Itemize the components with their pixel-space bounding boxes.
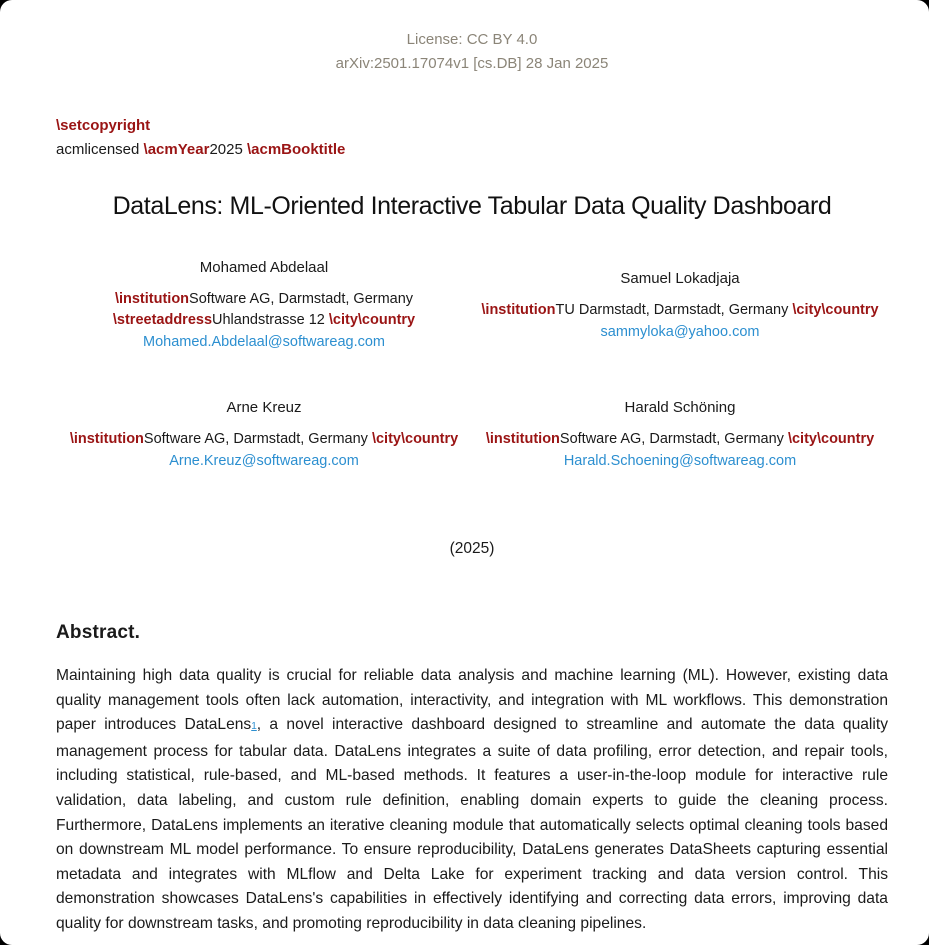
arxiv-meta-block [56, 28, 888, 76]
author-affiliation-line [56, 429, 472, 450]
author-affiliation-line [56, 289, 472, 310]
paper-title: DataLens: ML-Oriented Interactive Tabular Data Quality Dashboard [112, 192, 832, 220]
abstract-paragraph [56, 664, 888, 937]
institution-command: \institution [114, 291, 190, 307]
setcopyright-command: \setcopyright [56, 117, 151, 134]
acmyear-value: 2025 [209, 141, 247, 158]
author-email-link[interactable]: sammyloka@yahoo.com [600, 323, 760, 340]
institution-text: Software AG, Darmstadt, Germany [559, 431, 788, 447]
author-address-line [56, 310, 472, 331]
author-name: Mohamed Abdelaal [199, 259, 329, 276]
author-name: Harald Schöning [624, 399, 736, 416]
author-block-mohamed-abdelaal [56, 259, 472, 353]
institution-text: Software AG, Darmstadt, Germany [143, 431, 372, 447]
footnote-1-link[interactable]: 1 [251, 721, 257, 733]
abstract-text-after: , a novel interactive dashboard designed to streamline and automate the data quality management process for tabular data. DataLens integrates a suite of data profiling, error detection, and repair tools, including statistical, rule-based, and ML-based methods. It features a user-in-the-loop module for interactive rule validation, data labeling, and custom rule definition, enabling domain experts to guide the cleaning process. Furthermore, DataLens implements an iterative cleaning module that automatically selects optimal cleaning tools based on downstream ML model performance. To ensure reproducibility, DataLens generates DataSheets capturing essential metadata and integrates with MLflow and Delta Lake for experiment tracking and data version control. This demonstration showcases DataLens's capabilities in effectively identifying and correcting data errors, improving data quality for downstream tasks, and promoting reproducibility in data cleaning pipelines. [56, 716, 888, 932]
authors-row-2 [56, 399, 888, 472]
author-name: Samuel Lokadjaja [620, 269, 740, 287]
acmbooktitle-command: \acmBooktitle [246, 141, 346, 158]
copyright-block [56, 114, 888, 162]
institution-text: TU Darmstadt, Darmstadt, Germany [555, 301, 793, 318]
abstract-text-before: Maintaining high data quality is crucial for reliable data analysis and machine learning (ML). However, existing data quality management tools often lack automation, interactivity, and integration with ML workflows. This demonstration paper introduces DataLens [56, 667, 888, 734]
author-email-link[interactable]: Mohamed.Abdelaal@softwareag.com [142, 334, 385, 350]
author-email-link[interactable]: Harald.Schoening@softwareag.com [563, 453, 797, 469]
license-line: License: CC BY 4.0 [406, 31, 538, 48]
author-block-samuel-lokadjaja [472, 270, 888, 343]
acm-meta-line [56, 138, 888, 162]
arxiv-id-line: arXiv:2501.17074v1 [cs.DB] 28 Jan 2025 [335, 55, 609, 72]
citycountry-command: \city\country [371, 431, 459, 447]
authors-row-1 [56, 259, 888, 353]
author-affiliation-line [472, 429, 888, 450]
acmlicensed-text: acmlicensed [56, 141, 144, 158]
author-block-arne-kreuz [56, 399, 472, 472]
setcopyright-line [56, 114, 888, 138]
citycountry-command: \city\country [787, 431, 875, 447]
author-affiliation-line [472, 300, 888, 321]
institution-text: Software AG, Darmstadt, Germany [189, 291, 414, 307]
streetaddress-command: \streetaddress [112, 312, 213, 328]
author-email-link[interactable]: Arne.Kreuz@softwareag.com [169, 453, 359, 469]
author-name: Arne Kreuz [226, 399, 302, 416]
streetaddress-text: Uhlandstrasse 12 [212, 312, 329, 328]
institution-command: \institution [485, 431, 560, 447]
institution-command: \institution [69, 431, 144, 447]
publication-year: (2025) [449, 540, 495, 557]
author-block-harald-schoening [472, 399, 888, 472]
abstract-heading: Abstract. [56, 622, 141, 643]
citycountry-command: \city\country [792, 301, 879, 318]
institution-command: \institution [481, 301, 556, 318]
citycountry-command: \city\country [328, 312, 416, 328]
acmyear-command: \acmYear [143, 141, 210, 158]
